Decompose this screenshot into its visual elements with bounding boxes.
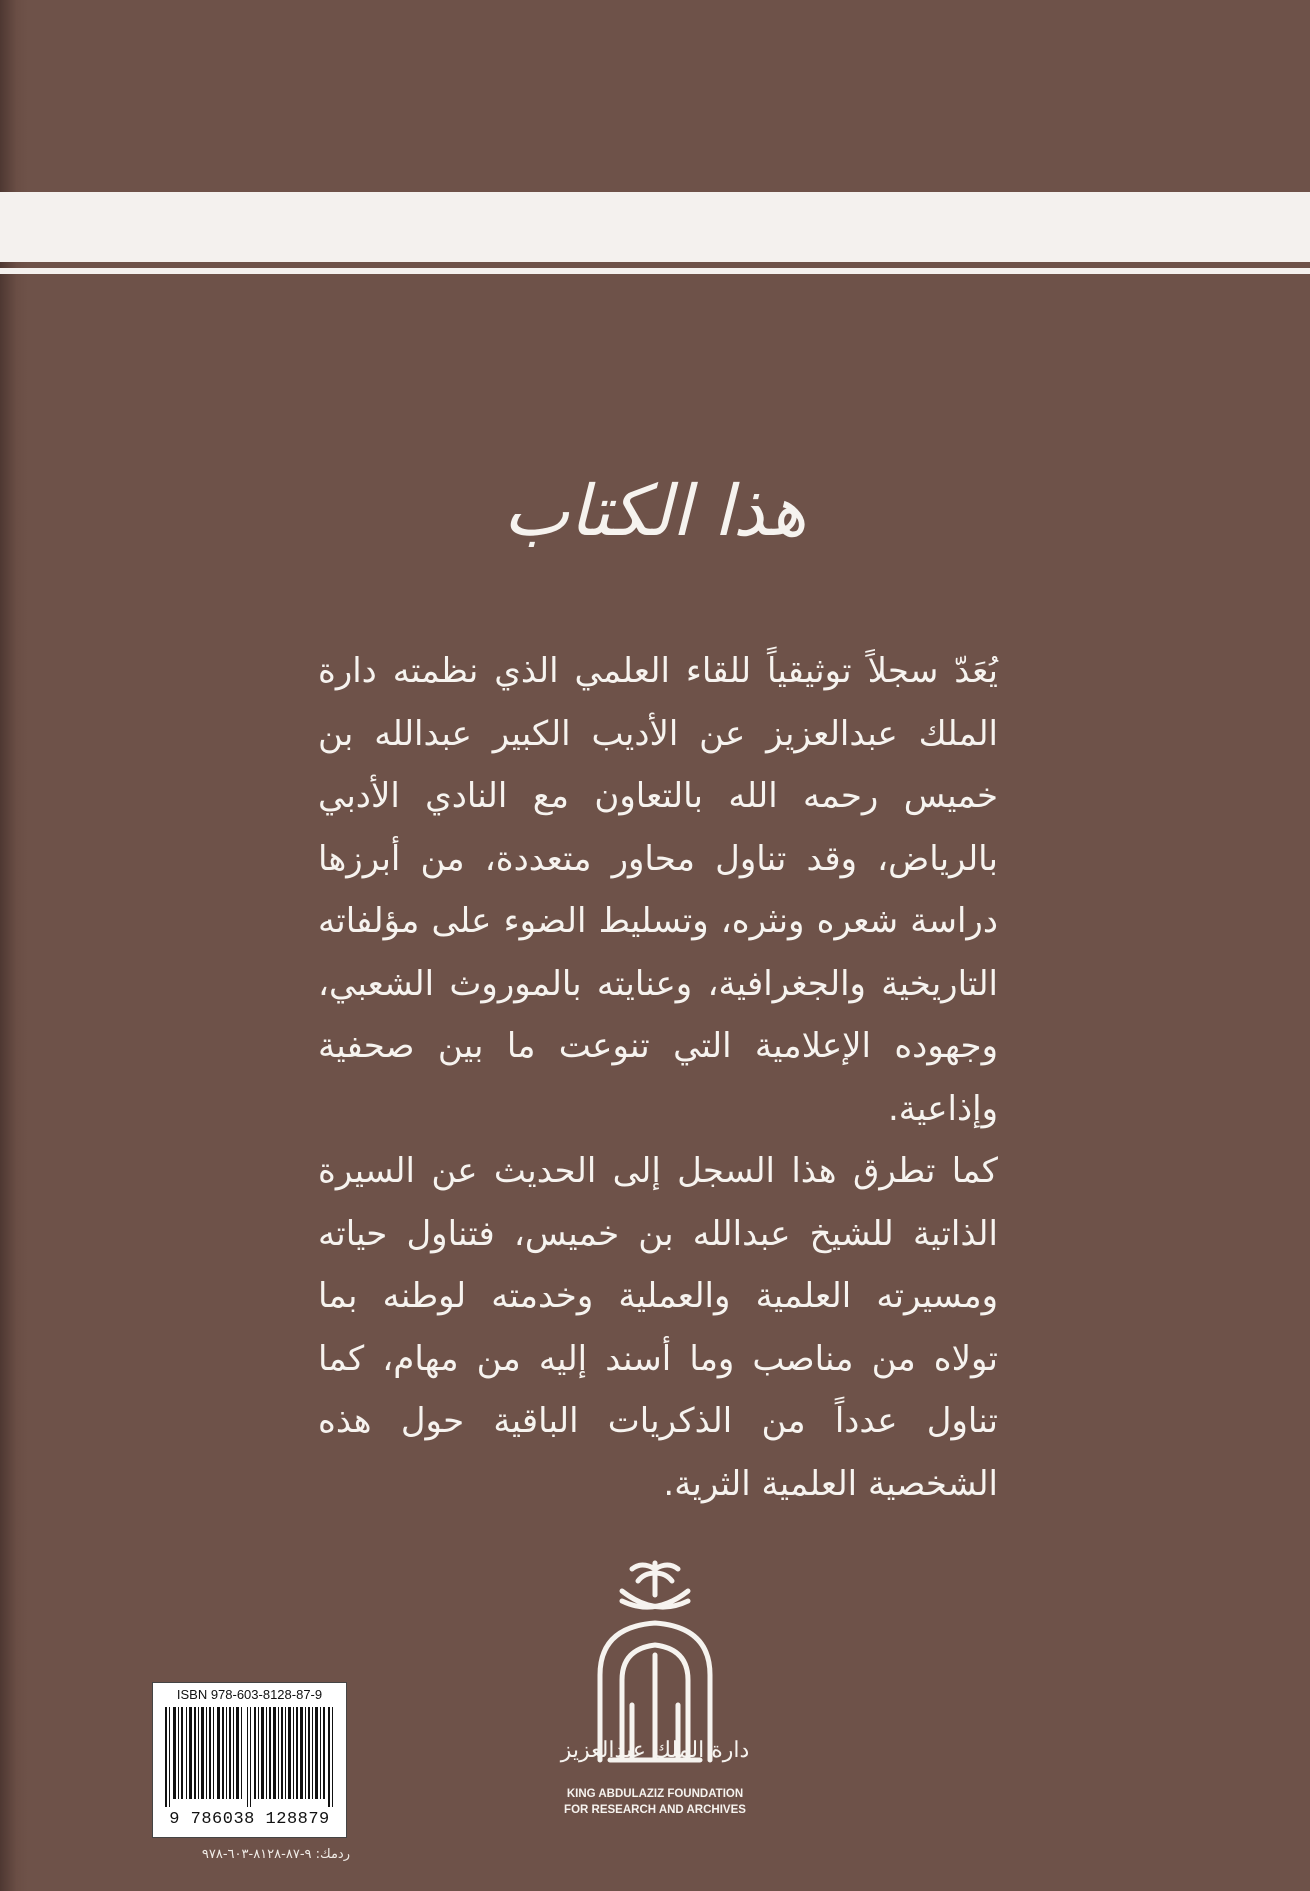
blurb-text [318, 640, 998, 1515]
top-white-band [0, 192, 1310, 262]
isbn-arabic: ردمك: ٩-٨٧-٨١٢٨-٦٠٣-٩٧٨ [201, 1847, 350, 1862]
isbn-label: ISBN 978-603-8128-87-9 [176, 1687, 323, 1702]
cover-heading: هذا الكتاب [503, 470, 807, 552]
publisher-name-en [540, 1786, 770, 1818]
spine-edge [0, 0, 28, 1891]
barcode-bars [163, 1707, 336, 1807]
isbn-barcode [152, 1682, 347, 1838]
isbn-digits: 9 786038 128879 [169, 1810, 330, 1829]
blurb-paragraph-1: يُعَدّ سجلاً توثيقياً للقاء العلمي الذي نظمته دارة الملك عبدالعزيز عن الأديب الكبير عبدالله بن خميس رحمه الله بالتعاون مع النادي الأدبي بالرياض، وقد تناول محاور متعددة، من أبرزها دراسة شعره ونثره، وتسليط الضوء على مؤلفاته التاريخية والجغرافية، وعنايته بالموروث الشعبي، وجهوده الإعلامية التي تنوعت ما بين صحفية وإذاعية. [318, 651, 998, 1129]
palm-and-swords-arch-icon [560, 1555, 750, 1765]
publisher-name-ar: دارة الملك عبدالعزيز [560, 1738, 750, 1763]
publisher-name-en-line2: FOR RESEARCH AND ARCHIVES [564, 1804, 746, 1816]
publisher-name-en-line1: KING ABDULAZIZ FOUNDATION [566, 1788, 744, 1800]
top-thin-stripe [0, 268, 1310, 274]
blurb-paragraph-2: كما تطرق هذا السجل إلى الحديث عن السيرة الذاتية للشيخ عبدالله بن خميس، فتناول حياته ومسيرته العلمية والعملية وخدمته لوطنه بما تولاه من مناصب وما أسند إليه من مهام، كما تناول عدداً من الذكريات الباقية حول هذه الشخصية العلمية الثرية. [318, 1151, 998, 1504]
